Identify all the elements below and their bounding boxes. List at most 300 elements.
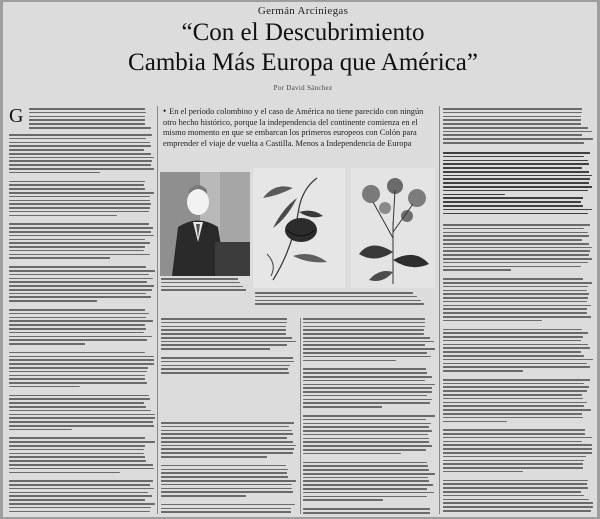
text-line bbox=[443, 437, 592, 439]
caption-line bbox=[255, 296, 417, 298]
text-line bbox=[9, 142, 150, 144]
text-line bbox=[161, 504, 295, 506]
text-line bbox=[443, 301, 587, 303]
text-line bbox=[443, 112, 582, 114]
text-line bbox=[303, 496, 427, 498]
text-line bbox=[303, 434, 428, 436]
text-line bbox=[443, 266, 581, 268]
caption-line bbox=[161, 282, 240, 284]
text-line bbox=[443, 394, 582, 396]
text-line bbox=[443, 448, 592, 450]
text-line bbox=[303, 391, 432, 393]
text-line bbox=[29, 116, 145, 118]
text-line bbox=[161, 357, 293, 359]
text-line bbox=[443, 134, 582, 136]
text-line bbox=[9, 153, 151, 155]
text-line bbox=[161, 361, 294, 363]
flower-illustration-icon bbox=[253, 168, 345, 288]
text-line bbox=[9, 484, 150, 486]
text-line bbox=[9, 157, 154, 159]
text-line bbox=[303, 322, 425, 324]
text-line bbox=[443, 224, 590, 226]
text-line bbox=[9, 293, 146, 295]
headline-line-1: “Con el Descubrimiento bbox=[181, 19, 425, 46]
text-line bbox=[161, 445, 296, 447]
text-line bbox=[161, 368, 288, 370]
text-line bbox=[443, 194, 505, 196]
drop-cap: G bbox=[9, 105, 24, 127]
text-line bbox=[443, 398, 583, 400]
text-line bbox=[161, 452, 293, 454]
text-line bbox=[303, 480, 429, 482]
text-line bbox=[9, 328, 146, 330]
text-line bbox=[161, 491, 293, 493]
paragraph-gap bbox=[303, 457, 435, 462]
text-line bbox=[443, 340, 581, 342]
text-line bbox=[303, 360, 396, 362]
text-line bbox=[443, 405, 584, 407]
text-line bbox=[161, 341, 296, 343]
text-line bbox=[9, 382, 147, 384]
text-line bbox=[9, 215, 117, 217]
text-line bbox=[9, 507, 151, 509]
text-line bbox=[161, 372, 289, 374]
text-line bbox=[443, 452, 592, 454]
text-line bbox=[443, 171, 589, 173]
text-line bbox=[443, 351, 581, 353]
text-line bbox=[9, 270, 155, 272]
text-line bbox=[443, 175, 592, 177]
text-line bbox=[443, 409, 591, 411]
text-line bbox=[161, 326, 286, 328]
text-line bbox=[303, 430, 432, 432]
text-line bbox=[303, 477, 428, 479]
text-line bbox=[303, 488, 427, 490]
text-line bbox=[161, 318, 287, 320]
text-line bbox=[443, 463, 583, 465]
text-line bbox=[9, 320, 153, 322]
text-line bbox=[9, 352, 145, 354]
text-column-center-left bbox=[161, 318, 297, 378]
text-line bbox=[9, 460, 146, 462]
text-line bbox=[303, 352, 427, 354]
text-line bbox=[303, 423, 431, 425]
text-line bbox=[9, 343, 85, 345]
plant-illustration-icon bbox=[351, 168, 435, 288]
text-line bbox=[443, 355, 584, 357]
text-line bbox=[9, 145, 151, 147]
text-line bbox=[9, 160, 152, 162]
text-line bbox=[9, 317, 146, 319]
text-line bbox=[9, 278, 153, 280]
text-line bbox=[303, 419, 426, 421]
text-line bbox=[443, 347, 590, 349]
text-line bbox=[9, 414, 155, 416]
text-line bbox=[9, 437, 145, 439]
text-line bbox=[443, 254, 589, 256]
text-line bbox=[443, 209, 592, 211]
text-line bbox=[9, 300, 97, 302]
text-line bbox=[161, 433, 293, 435]
text-line bbox=[9, 313, 149, 315]
text-line bbox=[443, 441, 582, 443]
text-line bbox=[9, 332, 144, 334]
text-line bbox=[443, 370, 523, 372]
text-line bbox=[303, 333, 424, 335]
text-line bbox=[9, 296, 151, 298]
text-line bbox=[9, 181, 145, 183]
text-line bbox=[9, 503, 155, 505]
text-line bbox=[9, 274, 149, 276]
text-line bbox=[443, 247, 592, 249]
text-line bbox=[303, 445, 432, 447]
text-line bbox=[443, 160, 588, 162]
text-line bbox=[161, 469, 288, 471]
text-line bbox=[443, 467, 583, 469]
text-line bbox=[303, 376, 432, 378]
text-line bbox=[443, 366, 590, 368]
text-line bbox=[9, 395, 149, 397]
text-line bbox=[9, 281, 147, 283]
text-line bbox=[443, 182, 589, 184]
text-line bbox=[9, 359, 154, 361]
text-line bbox=[9, 289, 152, 291]
text-line bbox=[443, 487, 588, 489]
text-line bbox=[9, 367, 148, 369]
text-column-center-right bbox=[303, 318, 435, 514]
text-line bbox=[161, 426, 289, 428]
text-line bbox=[9, 441, 155, 443]
text-line bbox=[443, 336, 583, 338]
text-line bbox=[161, 437, 287, 439]
text-line bbox=[161, 365, 290, 367]
byline: Por David Sánchez bbox=[273, 84, 333, 92]
text-line bbox=[9, 203, 151, 205]
text-line bbox=[443, 421, 507, 423]
text-line bbox=[303, 426, 429, 428]
newspaper-page bbox=[3, 2, 597, 517]
text-line bbox=[443, 429, 585, 431]
text-line bbox=[9, 375, 145, 377]
author-portrait-photo bbox=[160, 172, 250, 276]
text-line bbox=[303, 384, 435, 386]
caption-line bbox=[161, 289, 246, 291]
text-line bbox=[443, 502, 593, 504]
text-line bbox=[443, 386, 589, 388]
text-line bbox=[9, 406, 146, 408]
portrait-image bbox=[160, 172, 250, 276]
text-line bbox=[9, 188, 145, 190]
text-line bbox=[443, 258, 592, 260]
lede-paragraph bbox=[163, 106, 433, 149]
text-line bbox=[9, 492, 148, 494]
text-line bbox=[443, 312, 587, 314]
text-line bbox=[443, 108, 582, 110]
text-line bbox=[443, 190, 588, 192]
text-line bbox=[9, 285, 154, 287]
text-line bbox=[9, 336, 152, 338]
text-line bbox=[9, 339, 147, 341]
text-line bbox=[161, 472, 287, 474]
text-line bbox=[9, 488, 154, 490]
text-line bbox=[443, 433, 585, 435]
text-line bbox=[9, 363, 154, 365]
paragraph-gap bbox=[443, 324, 593, 329]
paragraph-gap bbox=[9, 390, 155, 395]
text-line bbox=[161, 333, 286, 335]
text-line bbox=[9, 402, 144, 404]
text-line bbox=[303, 462, 427, 464]
text-line bbox=[443, 282, 592, 284]
text-line bbox=[9, 184, 144, 186]
column-rule bbox=[300, 318, 301, 514]
text-line bbox=[443, 131, 592, 133]
text-line bbox=[303, 508, 430, 510]
text-line bbox=[443, 471, 523, 473]
text-line bbox=[9, 138, 146, 140]
column-rule bbox=[439, 106, 440, 514]
text-line bbox=[29, 108, 145, 110]
text-line bbox=[303, 329, 424, 331]
text-line bbox=[161, 448, 294, 450]
text-line bbox=[443, 402, 587, 404]
text-line bbox=[443, 239, 582, 241]
text-line bbox=[443, 142, 584, 144]
text-line bbox=[9, 207, 150, 209]
text-line bbox=[303, 402, 430, 404]
author-kicker: Germán Arciniegas bbox=[257, 5, 349, 17]
text-line bbox=[161, 508, 291, 510]
text-column-center-left-lower bbox=[161, 422, 297, 514]
text-line bbox=[443, 510, 591, 512]
text-line bbox=[161, 456, 267, 458]
text-column-right-top bbox=[443, 108, 593, 148]
text-column-right-highlight bbox=[443, 152, 593, 220]
text-line bbox=[443, 228, 584, 230]
text-line bbox=[161, 495, 246, 497]
text-line bbox=[303, 484, 433, 486]
text-line bbox=[161, 441, 293, 443]
text-line bbox=[161, 348, 270, 350]
text-line bbox=[443, 138, 593, 140]
text-line bbox=[161, 465, 286, 467]
text-line bbox=[9, 398, 150, 400]
text-line bbox=[303, 492, 434, 494]
text-line bbox=[303, 469, 429, 471]
text-line bbox=[9, 410, 151, 412]
text-line bbox=[9, 254, 150, 256]
text-line bbox=[303, 368, 426, 370]
text-line bbox=[443, 286, 588, 288]
text-line bbox=[443, 308, 587, 310]
caption-line bbox=[255, 292, 413, 294]
text-line bbox=[9, 172, 100, 174]
text-line bbox=[9, 495, 152, 497]
text-line bbox=[443, 413, 582, 415]
text-line bbox=[9, 231, 151, 233]
text-line bbox=[443, 499, 589, 501]
text-line bbox=[443, 344, 588, 346]
text-line bbox=[443, 213, 588, 215]
text-line bbox=[9, 200, 150, 202]
text-line bbox=[303, 512, 430, 514]
text-line bbox=[161, 484, 292, 486]
text-line bbox=[443, 316, 591, 318]
text-line bbox=[303, 395, 427, 397]
text-column-left bbox=[29, 108, 155, 133]
text-line bbox=[161, 476, 288, 478]
text-line bbox=[9, 468, 154, 470]
text-line bbox=[9, 134, 152, 136]
text-line bbox=[161, 322, 287, 324]
text-line bbox=[29, 119, 145, 121]
text-column-left-body bbox=[9, 134, 155, 514]
text-line bbox=[443, 250, 590, 252]
text-line bbox=[443, 491, 581, 493]
text-line bbox=[443, 201, 581, 203]
text-line bbox=[443, 123, 581, 125]
caption-line bbox=[255, 303, 424, 305]
text-line bbox=[443, 363, 587, 365]
text-line bbox=[443, 278, 583, 280]
text-line bbox=[9, 223, 149, 225]
text-line bbox=[443, 359, 593, 361]
text-line bbox=[29, 112, 146, 114]
headline bbox=[3, 18, 597, 78]
text-line bbox=[161, 337, 292, 339]
text-line bbox=[303, 387, 432, 389]
caption-line bbox=[161, 286, 243, 288]
text-line bbox=[9, 250, 144, 252]
text-line bbox=[443, 262, 588, 264]
text-line bbox=[9, 386, 80, 388]
text-line bbox=[9, 425, 154, 427]
text-line bbox=[9, 456, 145, 458]
text-line bbox=[443, 293, 589, 295]
text-line bbox=[303, 356, 431, 358]
text-line bbox=[443, 332, 588, 334]
text-line bbox=[443, 119, 581, 121]
text-line bbox=[443, 152, 590, 154]
text-line bbox=[9, 227, 153, 229]
text-line bbox=[9, 235, 154, 237]
text-line bbox=[161, 488, 292, 490]
text-line bbox=[443, 290, 587, 292]
text-line bbox=[443, 127, 588, 129]
text-line bbox=[9, 149, 144, 151]
text-line bbox=[161, 430, 292, 432]
text-line bbox=[9, 168, 154, 170]
text-line bbox=[443, 269, 511, 271]
text-line bbox=[443, 197, 583, 199]
text-line bbox=[29, 127, 151, 129]
text-line bbox=[9, 257, 110, 259]
text-line bbox=[9, 196, 150, 198]
text-line bbox=[29, 123, 145, 125]
text-line bbox=[443, 383, 584, 385]
text-line bbox=[9, 324, 145, 326]
text-line bbox=[443, 186, 592, 188]
text-line bbox=[303, 499, 383, 501]
text-line bbox=[303, 399, 432, 401]
text-line bbox=[443, 495, 584, 497]
text-line bbox=[9, 449, 144, 451]
text-line bbox=[9, 464, 153, 466]
text-line bbox=[161, 480, 296, 482]
text-line bbox=[303, 344, 425, 346]
illustration-caption bbox=[255, 292, 435, 307]
text-line bbox=[9, 511, 150, 513]
lede-text: En el período colombino y el caso de América no tiene parecido con ningún otro hecho histórico, porque la independencia del continente comienza en el mismo momento en que se embarcan los primeros europeos con Colón para emprender el viaje de vuelta a Castilla. Menos a Independencia de Europa bbox=[163, 107, 424, 148]
text-line bbox=[443, 390, 587, 392]
text-line bbox=[9, 192, 154, 194]
portrait-caption bbox=[161, 278, 251, 294]
text-line bbox=[443, 320, 542, 322]
text-line bbox=[443, 235, 589, 237]
text-line bbox=[303, 372, 427, 374]
text-line bbox=[9, 246, 145, 248]
text-line bbox=[443, 480, 588, 482]
text-line bbox=[9, 266, 146, 268]
text-line bbox=[443, 243, 589, 245]
paragraph-gap bbox=[443, 475, 593, 480]
text-line bbox=[303, 348, 435, 350]
text-line bbox=[303, 415, 435, 417]
text-line bbox=[9, 429, 72, 431]
text-line bbox=[443, 483, 587, 485]
caption-line bbox=[255, 300, 421, 302]
text-line bbox=[443, 460, 584, 462]
text-line bbox=[9, 480, 153, 482]
text-line bbox=[443, 163, 589, 165]
text-line bbox=[9, 499, 145, 501]
text-line bbox=[9, 356, 154, 358]
text-line bbox=[443, 167, 582, 169]
text-line bbox=[443, 305, 591, 307]
text-line bbox=[303, 438, 429, 440]
text-line bbox=[303, 449, 426, 451]
text-line bbox=[443, 178, 590, 180]
text-line bbox=[161, 511, 291, 513]
text-line bbox=[161, 344, 287, 346]
text-line bbox=[303, 441, 429, 443]
text-line bbox=[303, 337, 430, 339]
text-column-right-body bbox=[443, 224, 593, 514]
lede-bullet: • bbox=[163, 106, 167, 116]
headline-line-2: Cambia Más Europa que América” bbox=[128, 49, 478, 76]
text-line bbox=[443, 456, 586, 458]
paragraph-gap bbox=[9, 176, 155, 181]
text-line bbox=[303, 326, 425, 328]
text-line bbox=[303, 341, 434, 343]
text-line bbox=[161, 329, 286, 331]
text-line bbox=[9, 371, 147, 373]
text-line bbox=[9, 309, 145, 311]
text-line bbox=[161, 422, 294, 424]
caption-line bbox=[161, 278, 238, 280]
text-line bbox=[443, 297, 588, 299]
text-line bbox=[443, 417, 583, 419]
text-line bbox=[9, 445, 145, 447]
botanical-illustration-2 bbox=[351, 168, 435, 288]
text-line bbox=[9, 211, 149, 213]
text-line bbox=[9, 164, 151, 166]
text-line bbox=[303, 380, 425, 382]
text-line bbox=[9, 239, 145, 241]
text-line bbox=[9, 453, 144, 455]
text-line bbox=[303, 318, 425, 320]
text-line bbox=[443, 329, 582, 331]
